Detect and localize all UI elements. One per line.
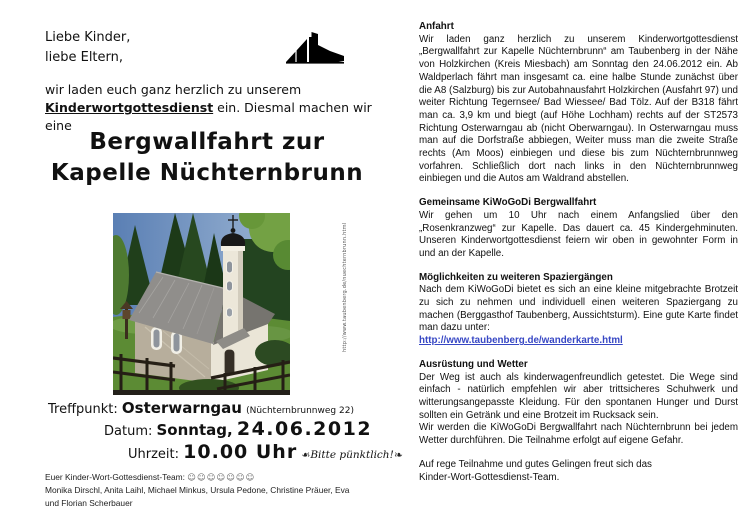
section-ausruestung-body: Der Weg ist auch als kinderwagenfreundlich getestet. Die Wege sind einfach - natürlich empfehlen wir aber trittsicheres Schuhwerk und witterungsangepasste Kleidung. Für den spontanen Hunger und Durst sollten ein Getränk und eine Brotzeit im Rucksack sein. xyxy=(419,371,738,421)
chapel-photo xyxy=(113,213,290,395)
section-spaziergaenge xyxy=(419,272,738,348)
church-logo-icon xyxy=(283,29,347,65)
intro-line-1: wir laden euch ganz herzlich zu unserem xyxy=(45,82,302,97)
closing-line-1: Auf rege Teilnahme und gutes Gelingen freut sich das xyxy=(419,458,652,470)
smiley-icons: ☺☺☺☺☺☺☺ xyxy=(187,472,256,482)
photo-credit: http://www.taubenberg.de/nuechternbrunn.html xyxy=(342,222,348,352)
intro-rest: ein. Diesmal machen wir eine xyxy=(45,100,372,133)
greeting-line-1: Liebe Kinder, xyxy=(45,30,131,45)
team-label: Euer Kinder-Wort-Gottesdienst-Team: xyxy=(45,472,185,482)
greeting-line-2: liebe Eltern, xyxy=(45,50,124,65)
closing-line-2: Kinder-Wort-Gottesdienst-Team. xyxy=(419,471,560,483)
section-bergwallfahrt xyxy=(419,197,738,261)
section-ausruestung-heading: Ausrüstung und Wetter xyxy=(419,358,528,370)
section-anfahrt-heading: Anfahrt xyxy=(419,21,454,32)
section-bergwallfahrt-heading: Gemeinsame KiWoGoDi Bergwallfahrt xyxy=(419,197,597,209)
section-bergwallfahrt-body: Wir gehen um 10 Uhr nach einem Anfangslied über den „Rosenkranzweg“ zur Kapelle. Das dauert ca. 45 Kindergehminuten. Unseren Kinderwortgottesdienst feiern wir oben in gewohnter Form in und an der Kapelle. xyxy=(419,209,738,259)
event-title-line-1: Bergwallfahrt zur xyxy=(89,129,325,155)
section-anfahrt-body: Wir laden ganz herzlich zu unserem Kinderwortgottesdienst „Bergwallfahrt zur Kapelle Nüchternbrunn“ am Taubenberg in der Nähe von Holzkirchen (Kreis Miesbach) am Sonntag den 24.06.2012 ein. Ab Waldperlach fährt man insgesamt ca. eine halbe Stunde zunächst über die A8 (Salzburg) bis zur Autobahnausfahrt Holzkirchen (Ausfahrt 97) und weiter Richtung Tegernsee/ Bad Wiessee/ Bad Tölz. Auf der B318 fährt man ca. 3,9 km und biegt (auf Höhe Lochham) rechts auf der ST2573 Richtung Osterwarngau ab (nicht Oberwarngau). In Osterwarngau muss man auf die Dorfstraße abbiegen, Weiter muss man die zweite Straße rechts (Am Moos) einbiegen und diese bis zum Nüchternbrunnweg vorfahren. Schließlich dort nach links in den Nüchternbrunnweg einbiegen und die Autos am Waldrand abstellen. xyxy=(419,33,738,185)
closing-text xyxy=(419,459,738,484)
datum-label: Datum: xyxy=(104,424,153,439)
section-ausruestung xyxy=(419,359,738,448)
date-line xyxy=(104,418,372,440)
datum-day: Sonntag, xyxy=(156,421,233,439)
info-column xyxy=(419,21,738,484)
team-label-line xyxy=(45,471,349,484)
team-names-line-2: und Florian Scherbauer xyxy=(45,498,133,508)
section-ausruestung-body2: Wir werden die KiWoGoDi Bergwallfahrt nach Nüchternbrunn bei jedem Wetter durchführen. Die Teilnahme erfolgt auf eigene Gefahr. xyxy=(419,422,738,447)
uhrzeit-value: 10.00 Uhr xyxy=(183,441,298,463)
wanderkarte-link[interactable]: http://www.taubenberg.de/wanderkarte.html xyxy=(419,335,623,347)
ornament-left-icon: ☙ xyxy=(301,450,311,461)
treffpunkt-note: (Nüchternbrunnweg 22) xyxy=(246,406,354,416)
team-names-line-1: Monika Dirschl, Anita Laihl, Michael Minkus, Ursula Pedone, Christine Präuer, Eva xyxy=(45,485,350,495)
greeting xyxy=(45,28,130,68)
meeting-point-line xyxy=(48,399,354,417)
punctual-note: Bitte pünktlich! xyxy=(310,449,394,461)
section-anfahrt xyxy=(419,21,738,186)
event-title-line-2: Kapelle Nüchternbrunn xyxy=(50,160,364,186)
ornament-right-icon: ☙ xyxy=(393,450,403,461)
section-spaziergaenge-body: Nach dem KiWoGoDi bietet es sich an eine kleine mitgebrachte Brotzeit zu sich zu nehmen und individuell einen weiteren Spaziergang zu machen (Berggasthof Taubenberg, Aussichtsturm). Eine gute Karte findet man dazu unter: xyxy=(419,284,738,334)
time-line xyxy=(128,441,403,463)
treffpunkt-value: Osterwarngau xyxy=(121,399,242,417)
uhrzeit-label: Uhrzeit: xyxy=(128,447,180,462)
team-footer xyxy=(45,471,349,510)
treffpunkt-label: Treffpunkt: xyxy=(48,402,118,417)
intro-keyword: Kinderwortgottesdienst xyxy=(45,100,214,115)
datum-date: 24.06.2012 xyxy=(236,418,373,440)
section-spaziergaenge-heading: Möglichkeiten zu weiteren Spaziergängen xyxy=(419,271,613,283)
event-title xyxy=(12,127,402,189)
